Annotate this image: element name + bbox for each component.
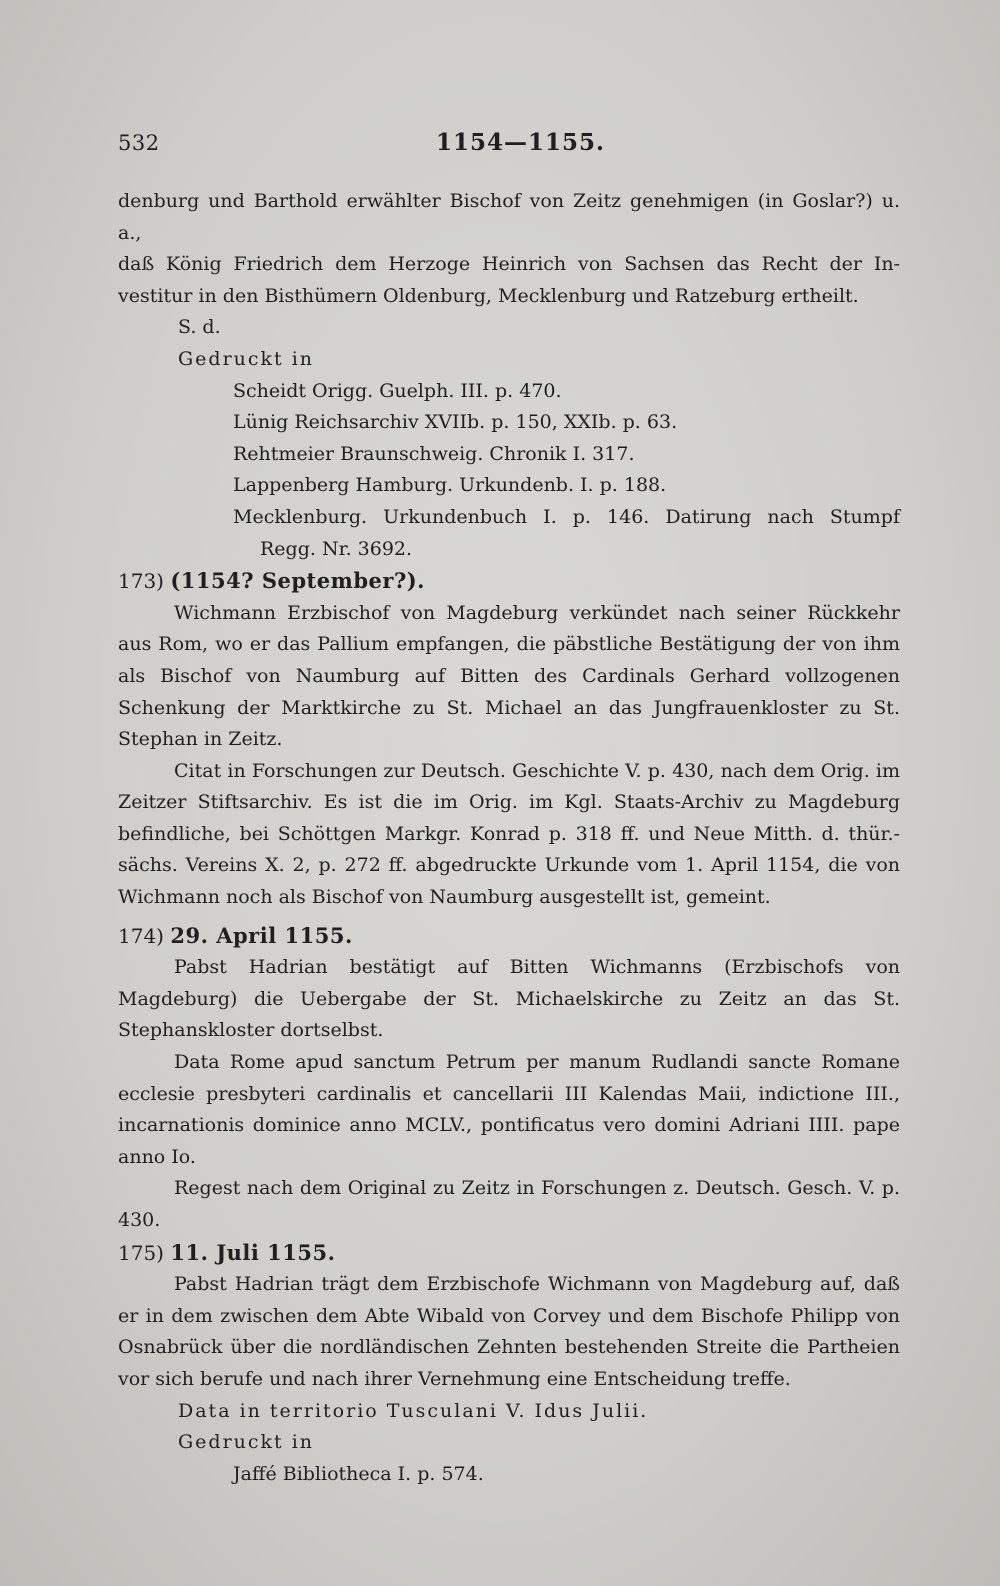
entry-175-ref: Jaffé Bibliotheca I. p. 574.	[233, 1462, 484, 1485]
entry-175-number: 175)	[118, 1240, 164, 1265]
entry-172-ref-5: Mecklenburg. Urkundenbuch I. p. 146. Datirung nach Stumpf	[233, 505, 900, 528]
entry-172-ref-2: Lünig Reichsarchiv XVIIb. p. 150, XXIb. p. 63.	[233, 411, 678, 434]
entry-174-note: Regest nach dem Original zu Zeitz in Forschungen z. Deutsch. Gesch. V. p. 430.	[118, 1177, 900, 1231]
entry-173-text: Wichmann Erzbischof von Magdeburg verkündet nach seiner Rückkehr aus Rom, wo er das Pallium empfangen, die päbstliche Bestätigung der von ihm als Bischof von Naumburg auf Bitten des Cardinals Gerhard vollzogenen Schenkung der Marktkirche zu St. Michael an das Jungfrauenkloster zu St. Stephan in Zeitz.	[118, 601, 900, 751]
entry-174-text: Pabst Hadrian bestätigt auf Bitten Wichmanns (Erzbischofs von Magdeburg) die Uebergabe der St. Michaelskirche zu Zeitz an das St. Stephanskloster dortselbst.	[118, 956, 900, 1042]
entry-172-ref-cont: Regg. Nr. 3692.	[260, 537, 413, 560]
entry-175-gedruckt: Gedruckt in	[178, 1431, 315, 1454]
entry-175-latin: Data in territorio Tusculani V. Idus Julii.	[178, 1399, 649, 1422]
running-title: 1154—1155.	[436, 129, 606, 156]
page-number: 532	[118, 131, 160, 155]
entry-175-date: 11. Juli 1155.	[170, 1239, 336, 1265]
entry-175-heading	[118, 1237, 900, 1270]
entry-173-date: (1154? September?).	[170, 568, 425, 594]
entry-175-text: Pabst Hadrian trägt dem Erzbischofe Wichmann von Magdeburg auf, daß er in dem zwischen dem Abte Wibald von Corvey und dem Bischofe Philipp von Osnabrück über die nordländischen Zehnten bestehenden Streite die Partheien vor sich berufe und nach ihrer Vernehmung eine Entscheidung treffe.	[118, 1273, 900, 1390]
entry-173-heading	[118, 565, 900, 598]
entry-174-date: 29. April 1155.	[170, 922, 353, 948]
page-header	[118, 131, 898, 161]
entry-172-ref-3: Rehtmeier Braunschweig. Chronik I. 317.	[233, 442, 635, 465]
entry-172-line-1: denburg und Barthold erwählter Bischof von Zeitz genehmigen (in Goslar?) u. a.,	[118, 190, 900, 244]
entry-172-gedruckt: Gedruckt in	[178, 347, 315, 370]
entry-174-heading	[118, 920, 900, 953]
page-body	[118, 186, 900, 1490]
entry-173-number: 173)	[118, 569, 164, 594]
entry-172-ref-1: Scheidt Origg. Guelph. III. p. 470.	[233, 379, 562, 402]
entry-172-sd: S. d.	[178, 316, 221, 339]
entry-172-line-3: vestitur in den Bisthümern Oldenburg, Mecklenburg und Ratzeburg ertheilt.	[118, 284, 859, 307]
entry-173-note: Citat in Forschungen zur Deutsch. Geschichte V. p. 430, nach dem Orig. im Zeitzer Stiftsarchiv. Es ist die im Orig. im Kgl. Staats-Archiv zu Magdeburg befindliche, bei Schöttgen Markgr. Konrad p. 318 ff. und Neue Mitth. d. thür.-sächs. Vereins X. 2, p. 272 ff. abgedruckte Urkunde vom 1. April 1154, die von Wichmann noch als Bischof von Naumburg ausgestellt ist, gemeint.	[118, 759, 900, 909]
entry-174-number: 174)	[118, 923, 164, 948]
entry-172-ref-4: Lappenberg Hamburg. Urkundenb. I. p. 188.	[233, 474, 667, 497]
entry-174-latin: Data Rome apud sanctum Petrum per manum Rudlandi sancte Romane ecclesie presbyteri cardinalis et cancellarii III Kalendas Maii, indictione III., incarnationis dominice anno MCLV., pontificatus vero domini Adriani IIII. pape anno Io.	[118, 1051, 900, 1168]
entry-172-line-2: daß König Friedrich dem Herzoge Heinrich von Sachsen das Recht der In-	[118, 253, 900, 276]
